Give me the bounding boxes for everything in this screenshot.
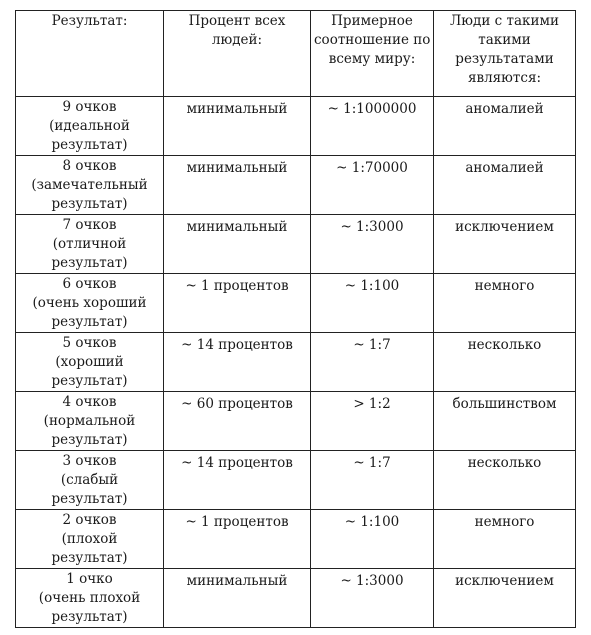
- cell-people: несколько: [434, 333, 576, 392]
- table-row: [16, 156, 576, 215]
- result-score: 6 очков: [62, 276, 117, 292]
- header-people-line: Люди с такими: [450, 13, 559, 29]
- result-description: результат): [51, 137, 128, 153]
- table-header: [16, 11, 576, 97]
- cell-people: немного: [434, 274, 576, 333]
- result-description: результат): [51, 609, 128, 625]
- result-description: результат): [51, 373, 128, 389]
- header-people-line: являются:: [467, 70, 542, 86]
- cell-people: аномалией: [434, 97, 576, 156]
- result-description: результат): [51, 432, 128, 448]
- header-percent: [164, 11, 311, 97]
- cell-result: [16, 569, 164, 628]
- result-score: 3 очков: [62, 453, 117, 469]
- cell-ratio: ~ 1:3000: [311, 215, 434, 274]
- result-description: результат): [51, 255, 128, 271]
- cell-result: [16, 156, 164, 215]
- cell-result: [16, 510, 164, 569]
- cell-ratio: ~ 1:3000: [311, 569, 434, 628]
- cell-result: [16, 333, 164, 392]
- cell-percent: ~ 14 процентов: [164, 451, 311, 510]
- result-score: 9 очков: [62, 99, 117, 115]
- result-description: (замечательный: [31, 177, 148, 193]
- cell-people: несколько: [434, 451, 576, 510]
- cell-people: исключением: [434, 215, 576, 274]
- cell-people: исключением: [434, 569, 576, 628]
- cell-percent: минимальный: [164, 97, 311, 156]
- table-row: [16, 215, 576, 274]
- result-description: (нормальной: [43, 413, 136, 429]
- result-score: 1 очко: [66, 571, 113, 587]
- header-percent-line: людей:: [211, 32, 263, 48]
- table-body: [16, 97, 576, 628]
- header-ratio-line: соотношение по: [314, 32, 431, 48]
- cell-ratio: ~ 1:7: [311, 451, 434, 510]
- result-description: (слабый: [60, 472, 119, 488]
- header-result: [16, 11, 164, 97]
- result-description: результат): [51, 491, 128, 507]
- header-people-line: такими: [478, 32, 531, 48]
- cell-percent: ~ 60 процентов: [164, 392, 311, 451]
- header-people: [434, 11, 576, 97]
- result-description: (хороший: [55, 354, 124, 370]
- cell-ratio: ~ 1:100: [311, 510, 434, 569]
- result-description: (идеальной: [49, 118, 130, 134]
- cell-percent: минимальный: [164, 215, 311, 274]
- table-row: [16, 274, 576, 333]
- results-table: [15, 10, 576, 628]
- table-row: [16, 392, 576, 451]
- header-ratio-line: Примерное: [331, 13, 413, 29]
- table-row: [16, 97, 576, 156]
- result-score: 7 очков: [62, 217, 117, 233]
- result-description: результат): [51, 550, 128, 566]
- cell-people: аномалией: [434, 156, 576, 215]
- table-row: [16, 569, 576, 628]
- cell-ratio: > 1:2: [311, 392, 434, 451]
- header-percent-line: Процент всех: [188, 13, 286, 29]
- table-row: [16, 333, 576, 392]
- result-description: результат): [51, 196, 128, 212]
- cell-people: большинством: [434, 392, 576, 451]
- cell-ratio: ~ 1:70000: [311, 156, 434, 215]
- result-score: 2 очков: [62, 512, 117, 528]
- result-score: 8 очков: [62, 158, 117, 174]
- cell-percent: ~ 14 процентов: [164, 333, 311, 392]
- cell-result: [16, 392, 164, 451]
- result-score: 4 очков: [62, 394, 117, 410]
- result-description: (очень плохой: [38, 590, 141, 606]
- cell-result: [16, 97, 164, 156]
- header-ratio-line: всему миру:: [328, 51, 416, 67]
- table-row: [16, 510, 576, 569]
- result-description: (очень хороший: [32, 295, 147, 311]
- cell-percent: минимальный: [164, 569, 311, 628]
- cell-people: немного: [434, 510, 576, 569]
- cell-percent: минимальный: [164, 156, 311, 215]
- header-result-line: Результат:: [51, 13, 128, 29]
- cell-ratio: ~ 1:100: [311, 274, 434, 333]
- result-score: 5 очков: [62, 335, 117, 351]
- table-row: [16, 451, 576, 510]
- result-description: (отличной: [52, 236, 127, 252]
- cell-ratio: ~ 1:1000000: [311, 97, 434, 156]
- cell-ratio: ~ 1:7: [311, 333, 434, 392]
- result-description: результат): [51, 314, 128, 330]
- result-description: (плохой: [61, 531, 118, 547]
- cell-result: [16, 274, 164, 333]
- cell-percent: ~ 1 процентов: [164, 274, 311, 333]
- header-ratio: [311, 11, 434, 97]
- header-people-line: результатами: [455, 51, 554, 67]
- cell-result: [16, 215, 164, 274]
- cell-result: [16, 451, 164, 510]
- header-row: [16, 11, 576, 97]
- cell-percent: ~ 1 процентов: [164, 510, 311, 569]
